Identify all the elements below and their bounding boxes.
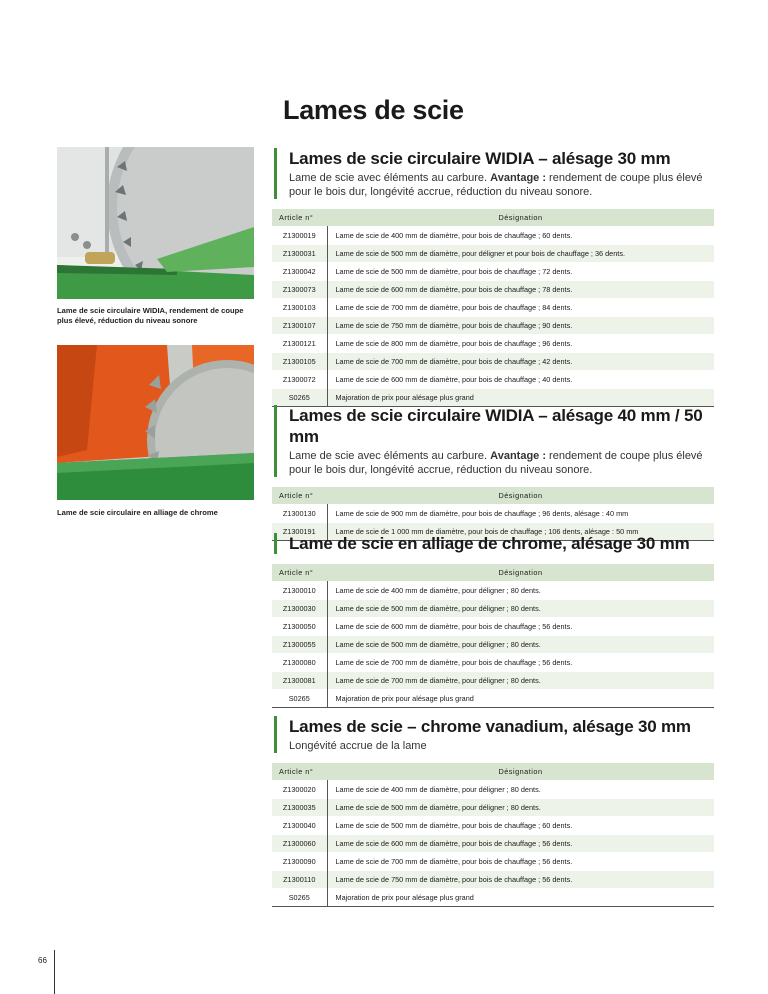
table-row: Z1300103 Lame de scie de 700 mm de diamètre, pour bois de chauffage ; 84 dents.	[272, 299, 714, 317]
table-row: Z1300050 Lame de scie de 600 mm de diamètre, pour bois de chauffage ; 56 dents.	[272, 618, 714, 636]
product-table	[272, 564, 714, 708]
table-row: Z1300191 Lame de scie de 1 000 mm de diamètre, pour bois de chauffage ; 106 dents, alésage : 50 mm	[272, 523, 714, 541]
product-table	[272, 763, 714, 907]
table-row: Z1300035 Lame de scie de 500 mm de diamètre, pour déligner ; 80 dents.	[272, 799, 714, 817]
table-row: Z1300080 Lame de scie de 700 mm de diamètre, pour bois de chauffage ; 56 dents.	[272, 654, 714, 672]
table-row: Z1300073 Lame de scie de 600 mm de diamètre, pour bois de chauffage ; 78 dents.	[272, 281, 714, 299]
section-description: Lame de scie avec éléments au carbure. Avantage : rendement de coupe plus élevé pour le bois dur, longévité accrue, réduction du niveau sonore.	[289, 172, 703, 198]
column-header-article: Article n°	[272, 487, 327, 505]
table-row: Z1300107 Lame de scie de 750 mm de diamètre, pour bois de chauffage ; 90 dents.	[272, 317, 714, 335]
table-row: Z1300042 Lame de scie de 500 mm de diamètre, pour bois de chauffage ; 72 dents.	[272, 263, 714, 281]
section-description: Longévité accrue de la lame	[289, 740, 427, 752]
photo2-caption: Lame de scie circulaire en alliage de chrome	[57, 508, 218, 517]
table-row: Z1300010 Lame de scie de 400 mm de diamètre, pour déligner ; 80 dents.	[272, 582, 714, 600]
section-widia-40-50	[272, 405, 714, 541]
table-row: Z1300020 Lame de scie de 400 mm de diamètre, pour déligner ; 80 dents.	[272, 781, 714, 799]
column-header-designation: Désignation	[327, 564, 714, 582]
product-table	[272, 209, 714, 407]
page-number: 66	[38, 956, 47, 965]
column-header-designation: Désignation	[327, 487, 714, 505]
page-title: Lames de scie	[283, 95, 464, 125]
table-row: S0265 Majoration de prix pour alésage plus grand	[272, 889, 714, 907]
section-title: Lames de scie circulaire WIDIA – alésage 40 mm / 50 mm	[289, 406, 703, 446]
widia-saw-photo	[57, 147, 254, 299]
section-title: Lames de scie circulaire WIDIA – alésage 30 mm	[289, 149, 671, 168]
section-widia-30	[272, 148, 714, 407]
section-header	[274, 148, 714, 199]
table-row: S0265 Majoration de prix pour alésage plus grand	[272, 690, 714, 708]
table-row: Z1300019 Lame de scie de 400 mm de diamètre, pour bois de chauffage ; 60 dents.	[272, 227, 714, 245]
section-header	[274, 405, 714, 477]
table-row: Z1300090 Lame de scie de 700 mm de diamètre, pour bois de chauffage ; 56 dents.	[272, 853, 714, 871]
section-header	[274, 716, 714, 753]
photo1-caption: Lame de scie circulaire WIDIA, rendement de coupe plus élevé, réduction du niveau sonore	[57, 306, 244, 325]
table-row: S0265 Majoration de prix pour alésage plus grand	[272, 389, 714, 407]
table-row: Z1300110 Lame de scie de 750 mm de diamètre, pour bois de chauffage ; 56 dents.	[272, 871, 714, 889]
table-row: Z1300121 Lame de scie de 800 mm de diamètre, pour bois de chauffage ; 96 dents.	[272, 335, 714, 353]
column-header-article: Article n°	[272, 564, 327, 582]
column-header-article: Article n°	[272, 209, 327, 227]
column-header-designation: Désignation	[327, 209, 714, 227]
table-row: Z1300105 Lame de scie de 700 mm de diamètre, pour bois de chauffage ; 42 dents.	[272, 353, 714, 371]
column-header-designation: Désignation	[327, 763, 714, 781]
table-row: Z1300060 Lame de scie de 600 mm de diamètre, pour bois de chauffage ; 56 dents.	[272, 835, 714, 853]
section-chrome-vanadium	[272, 716, 714, 907]
table-row: Z1300055 Lame de scie de 500 mm de diamètre, pour déligner ; 80 dents.	[272, 636, 714, 654]
section-header	[274, 533, 714, 554]
page-number-rule	[54, 950, 55, 994]
table-row: Z1300031 Lame de scie de 500 mm de diamètre, pour déligner et pour bois de chauffage ; 36 dents.	[272, 245, 714, 263]
section-title: Lame de scie en alliage de chrome, alésage 30 mm	[289, 534, 690, 553]
chrome-saw-photo	[57, 345, 254, 500]
section-description: Lame de scie avec éléments au carbure. Avantage : rendement de coupe plus élevé pour le bois dur, longévité accrue, réduction du niveau sonore.	[289, 450, 703, 476]
table-row: Z1300081 Lame de scie de 700 mm de diamètre, pour déligner ; 80 dents.	[272, 672, 714, 690]
table-row: Z1300030 Lame de scie de 500 mm de diamètre, pour déligner ; 80 dents.	[272, 600, 714, 618]
table-row: Z1300040 Lame de scie de 500 mm de diamètre, pour bois de chauffage ; 60 dents.	[272, 817, 714, 835]
table-row: Z1300072 Lame de scie de 600 mm de diamètre, pour bois de chauffage ; 40 dents.	[272, 371, 714, 389]
section-chrome-alloy	[272, 533, 714, 708]
section-title: Lames de scie – chrome vanadium, alésage 30 mm	[289, 717, 691, 736]
column-header-article: Article n°	[272, 763, 327, 781]
table-row: Z1300130 Lame de scie de 900 mm de diamètre, pour bois de chauffage ; 96 dents, alésage : 40 mm	[272, 505, 714, 523]
